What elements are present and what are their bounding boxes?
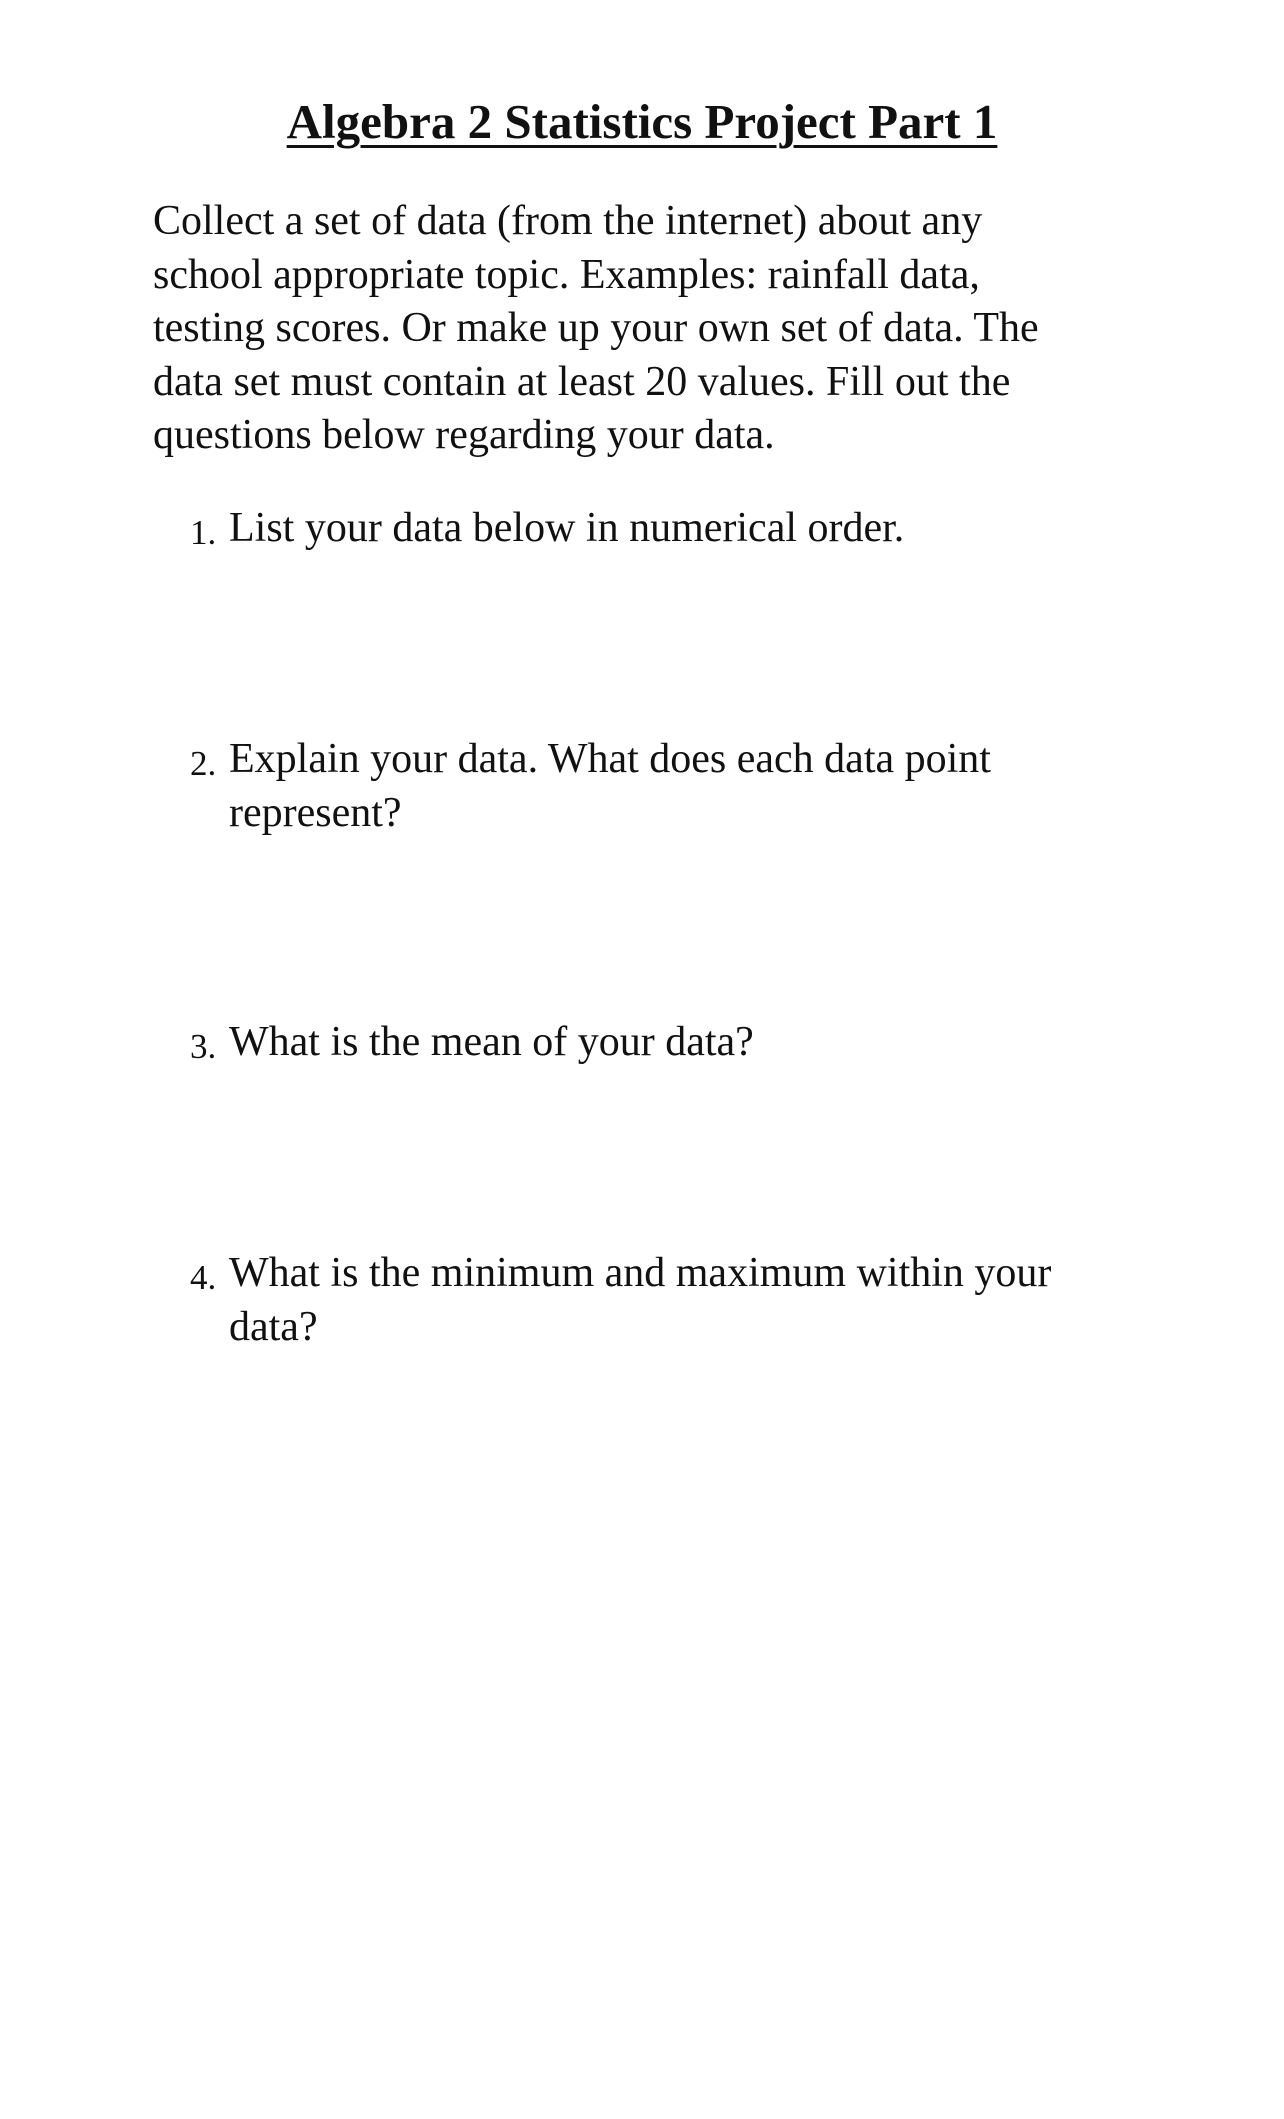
question-line: List your data below in numerical order. [229, 505, 905, 551]
question-text [229, 502, 1149, 556]
instructions-line: school appropriate topic. Examples: rainfall data, [153, 251, 980, 298]
question-text [229, 1016, 1149, 1070]
instructions-line: testing scores. Or make up your own set of data. The [153, 305, 1039, 351]
question-number: 4. [190, 1258, 217, 1297]
instructions-line: Collect a set of data (from the internet) about any [153, 198, 983, 244]
instructions-paragraph [153, 195, 1153, 463]
question-line: data? [229, 1303, 318, 1350]
question-text [229, 1247, 1149, 1354]
instructions-line: questions below regarding your data. [153, 412, 775, 458]
question-line: represent? [229, 789, 402, 836]
question-text [229, 733, 1149, 840]
question-number: 1. [190, 513, 217, 552]
page-title: Algebra 2 Statistics Project Part 1 [286, 94, 998, 149]
question-line: What is the minimum and maximum within your [229, 1250, 1052, 1296]
question-number: 3. [190, 1027, 217, 1066]
question-number: 2. [190, 744, 217, 783]
question-line: What is the mean of your data? [229, 1019, 754, 1065]
instructions-line: data set must contain at least 20 values. Fill out the [153, 358, 1011, 405]
question-line: Explain your data. What does each data point [229, 736, 991, 782]
